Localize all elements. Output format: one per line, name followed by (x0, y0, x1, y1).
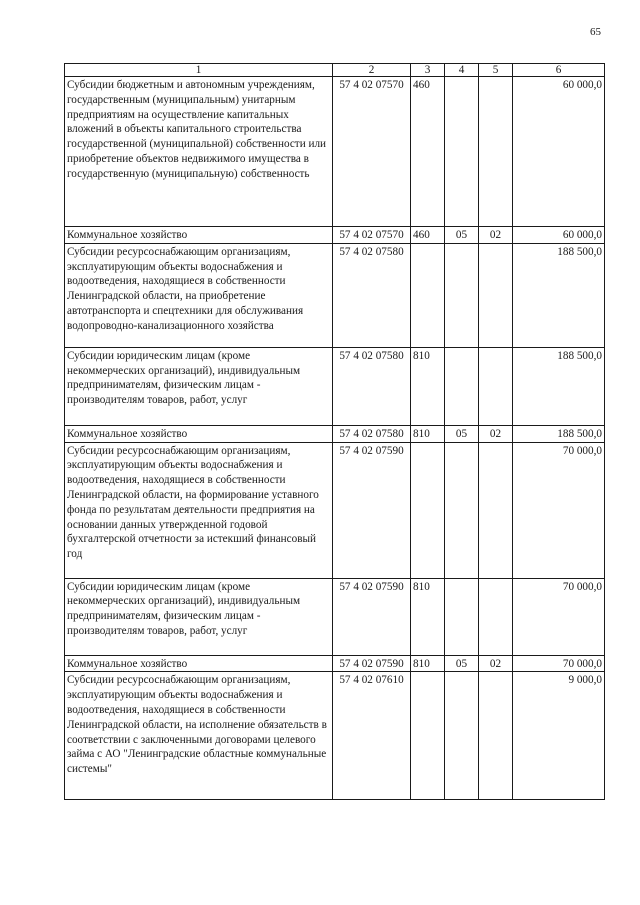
row-subsection (479, 578, 513, 655)
row-subsection (479, 442, 513, 578)
row-name: Субсидии юридическим лицам (кроме некоммерческих организаций), индивидуальным предпринимателям, физическим лицам - производителям товаров, работ, услуг (65, 578, 333, 655)
row-expense-type: 460 (411, 227, 445, 244)
column-header: 3 (411, 64, 445, 77)
row-name: Коммунальное хозяйство (65, 655, 333, 672)
row-target-code: 57 4 02 07580 (333, 243, 411, 347)
column-header: 4 (445, 64, 479, 77)
row-section: 05 (445, 227, 479, 244)
table-row (65, 77, 605, 227)
row-section: 05 (445, 655, 479, 672)
row-target-code: 57 4 02 07580 (333, 425, 411, 442)
row-expense-type (411, 442, 445, 578)
row-amount: 188 500,0 (513, 425, 605, 442)
row-name: Коммунальное хозяйство (65, 227, 333, 244)
row-subsection: 02 (479, 425, 513, 442)
table-row (65, 347, 605, 425)
column-header: 5 (479, 64, 513, 77)
row-section: 05 (445, 425, 479, 442)
row-expense-type: 810 (411, 425, 445, 442)
table-row (65, 227, 605, 244)
row-section (445, 77, 479, 227)
row-amount: 70 000,0 (513, 578, 605, 655)
row-target-code: 57 4 02 07610 (333, 672, 411, 800)
row-name: Субсидии ресурсоснабжающим организациям, эксплуатирующим объекты водоснабжения и водоотведения, находящиеся в собственности Ленинградской области, на формирование уставного фонда по результатам деятельности предприятия на основании данных утвержденной годовой бухгалтерской отчетности за истекший финансовый год (65, 442, 333, 578)
row-section (445, 672, 479, 800)
table-row (65, 578, 605, 655)
row-target-code: 57 4 02 07580 (333, 347, 411, 425)
row-amount: 188 500,0 (513, 243, 605, 347)
row-name: Субсидии ресурсоснабжающим организациям, эксплуатирующим объекты водоснабжения и водоотведения, находящиеся в собственности Ленинградской области, на приобретение автотранспорта и спецтехники для обслуживания водопроводно-канализационного хозяйства (65, 243, 333, 347)
row-amount: 9 000,0 (513, 672, 605, 800)
row-section (445, 347, 479, 425)
row-expense-type (411, 672, 445, 800)
row-expense-type (411, 243, 445, 347)
row-name: Коммунальное хозяйство (65, 425, 333, 442)
column-header: 2 (333, 64, 411, 77)
row-name: Субсидии юридическим лицам (кроме некоммерческих организаций), индивидуальным предпринимателям, физическим лицам - производителям товаров, работ, услуг (65, 347, 333, 425)
column-header: 1 (65, 64, 333, 77)
row-amount: 188 500,0 (513, 347, 605, 425)
row-subsection: 02 (479, 655, 513, 672)
row-amount: 60 000,0 (513, 77, 605, 227)
row-amount: 60 000,0 (513, 227, 605, 244)
row-target-code: 57 4 02 07590 (333, 578, 411, 655)
table-row (65, 672, 605, 800)
row-subsection (479, 77, 513, 227)
row-subsection (479, 672, 513, 800)
row-target-code: 57 4 02 07590 (333, 655, 411, 672)
row-target-code: 57 4 02 07590 (333, 442, 411, 578)
row-section (445, 442, 479, 578)
row-target-code: 57 4 02 07570 (333, 77, 411, 227)
row-target-code: 57 4 02 07570 (333, 227, 411, 244)
row-expense-type: 810 (411, 578, 445, 655)
row-subsection (479, 243, 513, 347)
table-row (65, 425, 605, 442)
budget-table (64, 63, 605, 800)
row-expense-type: 460 (411, 77, 445, 227)
table-row (65, 243, 605, 347)
row-amount: 70 000,0 (513, 655, 605, 672)
page-number: 65 (590, 26, 601, 38)
row-section (445, 243, 479, 347)
row-expense-type: 810 (411, 347, 445, 425)
table-row (65, 655, 605, 672)
table-row (65, 442, 605, 578)
row-expense-type: 810 (411, 655, 445, 672)
row-subsection: 02 (479, 227, 513, 244)
row-section (445, 578, 479, 655)
table-header-row (65, 64, 605, 77)
row-subsection (479, 347, 513, 425)
row-name: Субсидии бюджетным и автономным учреждениям, государственным (муниципальным) унитарным предприятиям на осуществление капитальных вложений в объекты капитального строительства государственной (муниципальной) собственности или приобретение объектов недвижимого имущества в государственную (муниципальную) собственность (65, 77, 333, 227)
row-amount: 70 000,0 (513, 442, 605, 578)
row-name: Субсидии ресурсоснабжающим организациям, эксплуатирующим объекты водоснабжения и водоотведения, находящиеся в собственности Ленинградской области, на исполнение обязательств в соответствии с заключенными договорами целевого займа с АО "Ленинградские областные коммунальные системы" (65, 672, 333, 800)
column-header: 6 (513, 64, 605, 77)
